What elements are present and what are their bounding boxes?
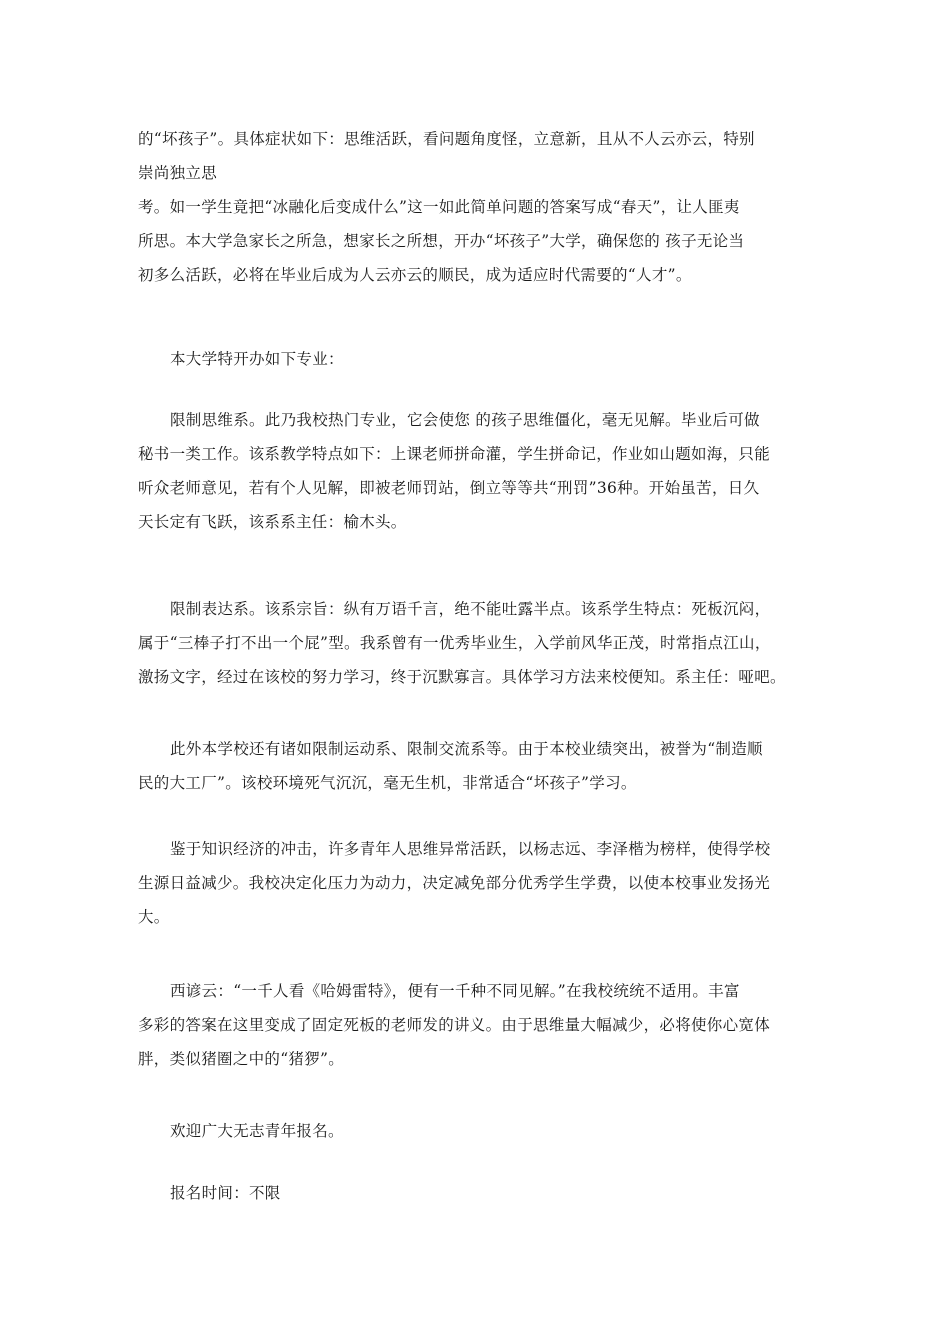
text-line: 所思。本大学急家长之所急，想家长之所想，开办“坏孩子”大学，确保您的 孩子无论当 <box>138 232 745 250</box>
text-line: 限制表达系。该系宗旨：纵有万语千言，绝不能吐露半点。该系学生特点：死板沉闷， <box>170 600 771 618</box>
text-line: 属于“三棒子打不出一个屁”型。我系曾有一优秀毕业生，入学前风华正茂，时常指点江山， <box>138 634 771 652</box>
text-line: 天长定有飞跃，该系系主任：榆木头。 <box>138 513 407 531</box>
text-line: 欢迎广大无志青年报名。 <box>170 1122 344 1140</box>
text-line: 民的大工厂”。该校环境死气沉沉，毫无生机，非常适合“坏孩子”学习。 <box>138 774 637 792</box>
paragraph-registration <box>138 1176 818 1210</box>
text-line: 崇尚独立思 <box>138 164 218 182</box>
text-line: 鉴于知识经济的冲击，许多青年人思维异常活跃，以杨志远、李泽楷为榜样，使得学校 <box>170 840 771 858</box>
text-line: 本大学特开办如下专业： <box>170 350 344 368</box>
text-line: 多彩的答案在这里变成了固定死板的老师发的讲义。由于思维量大幅减少，必将使你心宽体 <box>138 1016 771 1034</box>
paragraph-thinking-dept <box>138 403 818 539</box>
paragraph-intro <box>138 122 818 292</box>
text-line: 生源日益减少。我校决定化压力为动力，决定减免部分优秀学生学费，以使本校事业发扬光 <box>138 874 771 892</box>
text-line: 的“坏孩子”。具体症状如下：思维活跃，看问题角度怪，立意新，且从不人云亦云，特别 <box>138 130 755 148</box>
text-line: 听众老师意见，若有个人见解，即被老师罚站，倒立等等共“刑罚”36种。开始虽苦，日久 <box>138 479 760 497</box>
paragraph-majors-intro <box>138 342 818 376</box>
text-line: 胖，类似猪圈之中的“猪猡”。 <box>138 1050 345 1068</box>
text-line: 大。 <box>138 908 170 926</box>
paragraph-proverb <box>138 974 818 1076</box>
text-line: 报名时间：不限 <box>170 1184 281 1202</box>
text-line: 西谚云：“一千人看《哈姆雷特》，便有一千种不同见解。”在我校统统不适用。丰富 <box>170 982 740 1000</box>
text-line: 激扬文字，经过在该校的努力学习，终于沉默寡言。具体学习方法来校便知。系主任：哑吧。 <box>138 668 786 686</box>
paragraph-tuition <box>138 832 818 934</box>
text-line: 限制思维系。此乃我校热门专业，它会使您 的孩子思维僵化，毫无见解。毕业后可做 <box>170 411 760 429</box>
text-line: 秘书一类工作。该系教学特点如下：上课老师拼命灌，学生拼命记，作业如山题如海，只能 <box>138 445 771 463</box>
paragraph-welcome <box>138 1114 818 1148</box>
paragraph-other-depts <box>138 732 818 800</box>
paragraph-expression-dept <box>138 592 818 694</box>
text-line: 初多么活跃，必将在毕业后成为人云亦云的顺民，成为适应时代需要的“人才”。 <box>138 266 692 284</box>
text-line: 此外本学校还有诸如限制运动系、限制交流系等。由于本校业绩突出，被誉为“制造顺 <box>170 740 763 758</box>
text-line: 考。如一学生竟把“冰融化后变成什么”这一如此简单问题的答案写成“春天”，让人匪夷 <box>138 198 740 216</box>
